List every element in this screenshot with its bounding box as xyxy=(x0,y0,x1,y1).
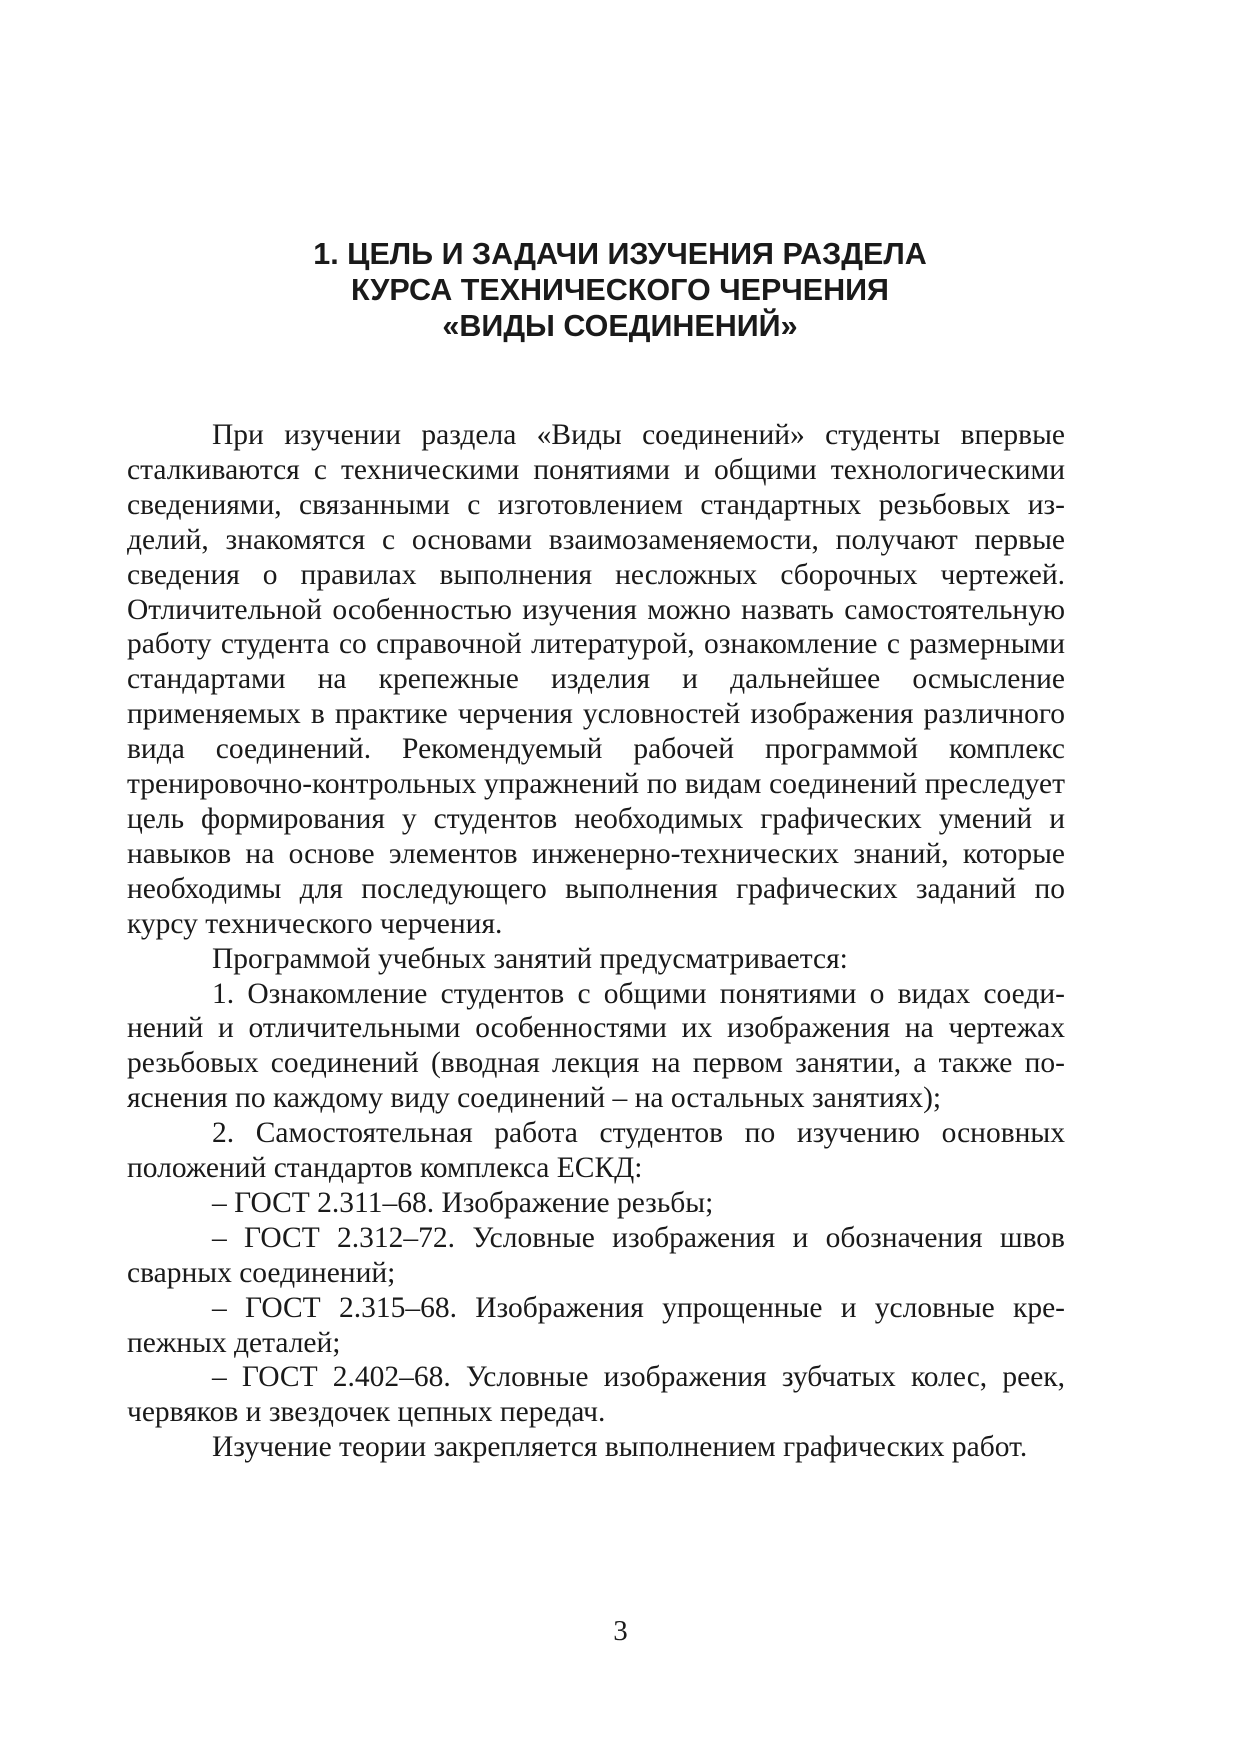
paragraph-program-intro: Программой учебных занятий предусматривается: xyxy=(212,942,848,975)
gost-item-1: – ГОСТ 2.311–68. Изображение резьбы; xyxy=(212,1186,714,1219)
section-heading xyxy=(120,236,1120,344)
gost-item-3: – ГОСТ 2.315–68. Изображения упрощенные и условные крепежных деталей; xyxy=(127,1291,1065,1359)
paragraph-intro: При изучении раздела «Виды соединений» студенты впервые сталкиваются с техническими понятиями и общими технологическими сведениями, связанными с изготовлением стандартных резьбовых изделий, знакомятся с основами взаимозаменяемости, получают первые сведения о правилах выполнения несложных сборочных чертежей. Отличительной особенностью изучения можно назвать самостоятельную работу студента со справочной литературой, ознакомление с размерными стандартами на крепежные изделия и дальнейшее осмысление применяемых в практике черчения условностей изображения различного вида соединений. Рекомендуемый рабочей программой комплекс тренировочно-контрольных упражнений по видам соединений преследует цель формирования у студентов необходимых графических умений и навыков на основе элементов инженерно-технических знаний, которые необходимы для последующего выполнения графических заданий по курсу технического черчения. xyxy=(127,419,1065,940)
page-number: 3 xyxy=(613,1615,628,1647)
gost-item-4: – ГОСТ 2.402–68. Условные изображения зубчатых колес, реек, червяков и звездочек цепных передач. xyxy=(127,1361,1065,1429)
heading-line-2: КУРСА ТЕХНИЧЕСКОГО ЧЕРЧЕНИЯ xyxy=(351,273,889,307)
list-item-1: 1. Ознакомление студентов с общими понятиями о видах соединений и отличительными особенностями их изображения на чертежах резьбовых соединений (вводная лекция на первом занятии, а также пояснения по каждому виду соединений – на остальных занятиях); xyxy=(127,977,1065,1115)
heading-line-1: 1. ЦЕЛЬ И ЗАДАЧИ ИЗУЧЕНИЯ РАЗДЕЛА xyxy=(313,237,927,271)
body-text xyxy=(127,418,1065,1465)
paragraph-conclusion: Изучение теории закрепляется выполнением графических работ. xyxy=(212,1431,1028,1464)
list-item-2: 2. Самостоятельная работа студентов по изучению основных положений стандартов комплекса ЕСКД: xyxy=(127,1117,1065,1185)
gost-item-2: – ГОСТ 2.312–72. Условные изображения и обозначения швов сварных соединений; xyxy=(127,1221,1065,1289)
heading-line-3: «ВИДЫ СОЕДИНЕНИЙ» xyxy=(442,309,798,343)
